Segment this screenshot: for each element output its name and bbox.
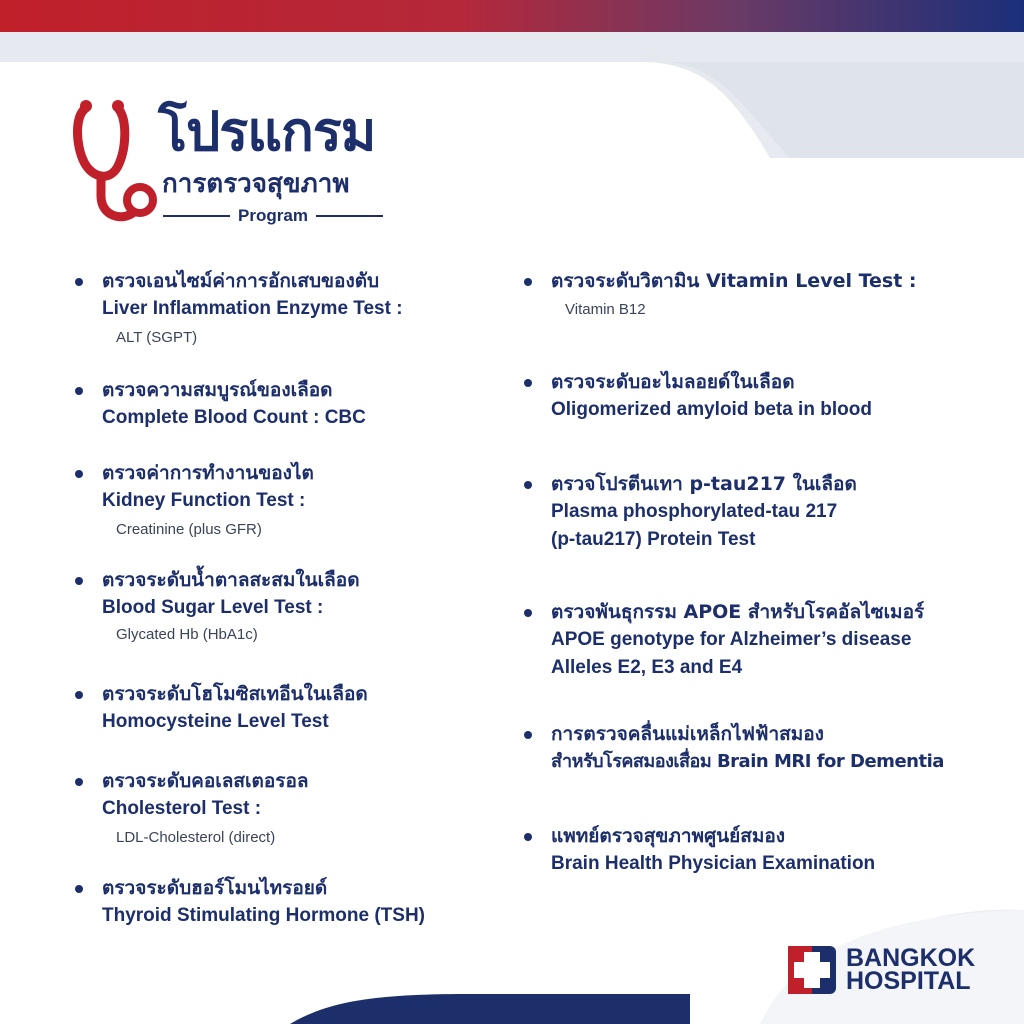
page-subtitle: การตรวจสุขภาพ [162, 169, 350, 199]
item-thai-title: แพทย์ตรวจสุขภาพศูนย์สมอง [551, 825, 786, 847]
program-label-row [163, 204, 383, 228]
item-english-title: Complete Blood Count : CBC [102, 407, 366, 428]
item-english-title: APOE genotype for Alzheimer’s disease [551, 629, 912, 650]
logo-line1: BANGKOK [846, 944, 976, 972]
item-english-title: Homocysteine Level Test [102, 711, 329, 732]
item-english-title: Plasma phosphorylated-tau 217 [551, 501, 838, 522]
bullet-icon [524, 833, 532, 841]
bullet-icon [75, 470, 83, 478]
divider-right [316, 215, 383, 217]
item-thai-title: ตรวจระดับคอเลสเตอรอล [102, 770, 309, 792]
item-detail: Creatinine (plus GFR) [116, 521, 262, 538]
bangkok-hospital-logo [788, 946, 975, 994]
item-thai-title: ตรวจโปรตีนเทา p-tau217 ในเลือด [551, 473, 857, 495]
divider-left [163, 215, 230, 217]
item-detail: ALT (SGPT) [116, 329, 198, 346]
item-english-title: Kidney Function Test : [102, 490, 306, 511]
item-thai-title: ตรวจระดับวิตามิน Vitamin Level Test : [551, 270, 917, 292]
item-english-title: Oligomerized amyloid beta in blood [551, 399, 872, 420]
item-english-title: Brain Health Physician Examination [551, 853, 876, 874]
bullet-icon [524, 731, 532, 739]
bullet-icon [524, 609, 532, 617]
item-thai-title: ตรวจระดับโฮโมซิสเทอีนในเลือด [102, 683, 368, 705]
item-english-title: Blood Sugar Level Test : [102, 597, 324, 618]
item-thai-title: ตรวจความสมบูรณ์ของเลือด [102, 379, 333, 401]
item-english-title: สำหรับโรคสมองเสื่อม Brain MRI for Dementia [551, 751, 944, 772]
stethoscope-icon [70, 96, 162, 226]
logo-text [846, 944, 976, 995]
bullet-icon [75, 278, 83, 286]
item-detail: Vitamin B12 [565, 301, 646, 318]
item-english-title: Liver Inflammation Enzyme Test : [102, 298, 403, 319]
item-thai-title: ตรวจระดับอะไมลอยด์ในเลือด [551, 371, 795, 393]
item-thai-title: ตรวจเอนไซม์ค่าการอักเสบของตับ [102, 270, 380, 292]
item-thai-title: ตรวจพันธุกรรม APOE สำหรับโรคอัลไซเมอร์ [551, 601, 925, 623]
hospital-cross-icon [788, 946, 836, 994]
item-english-title-line2: Alleles E2, E3 and E4 [551, 657, 743, 678]
program-label: Program [238, 206, 308, 225]
page-title: โปรแกรม [158, 100, 376, 163]
bullet-icon [524, 278, 532, 286]
item-thai-title: ตรวจระดับฮอร์โมนไทรอยด์ [102, 877, 328, 899]
bullet-icon [75, 778, 83, 786]
logo-line2: HOSPITAL [846, 967, 971, 995]
bullet-icon [524, 481, 532, 489]
bullet-icon [75, 691, 83, 699]
item-detail: Glycated Hb (HbA1c) [116, 626, 258, 643]
item-thai-title: ตรวจค่าการทำงานของไต [102, 462, 314, 484]
bullet-icon [75, 387, 83, 395]
bullet-icon [75, 577, 83, 585]
bullet-icon [524, 379, 532, 387]
item-thai-title: ตรวจระดับน้ำตาลสะสมในเลือด [102, 569, 360, 591]
item-english-title-line2: (p-tau217) Protein Test [551, 529, 756, 550]
item-thai-title: การตรวจคลื่นแม่เหล็กไฟฟ้าสมอง [551, 723, 824, 745]
bullet-icon [75, 885, 83, 893]
item-english-title: Thyroid Stimulating Hormone (TSH) [102, 905, 425, 926]
item-english-title: Cholesterol Test : [102, 798, 262, 819]
item-detail: LDL-Cholesterol (direct) [116, 829, 276, 846]
